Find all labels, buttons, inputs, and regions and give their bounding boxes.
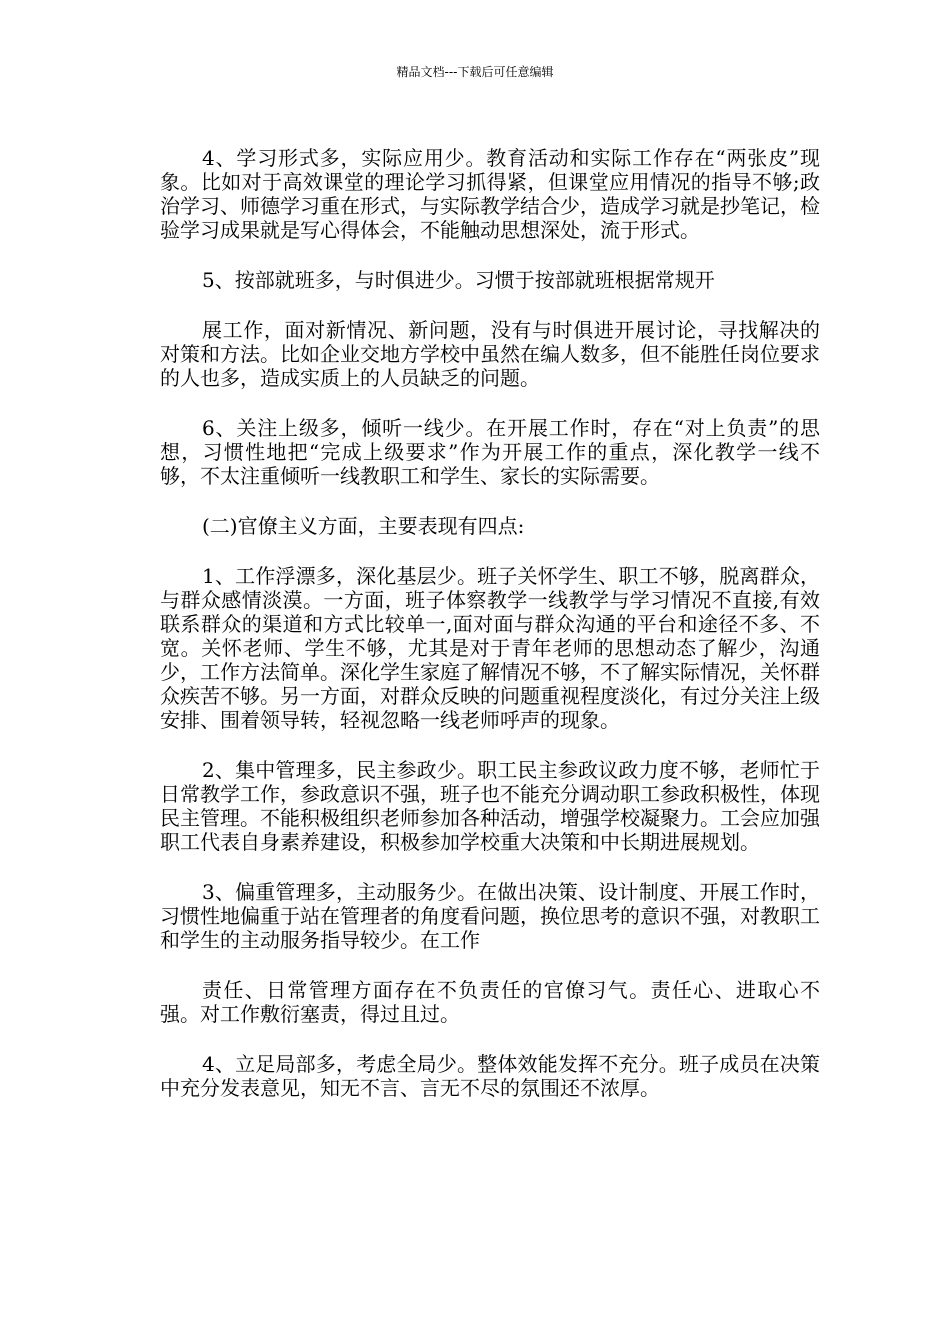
document-body xyxy=(160,146,820,1126)
paragraph-3-service: 3、偏重管理多，主动服务少。在做出决策、设计制度、开展工作时，习惯性地偏重于站在管理者的角度看问题，换位思考的意识不强，对教职工和学生的主动服务指导较少。在工作 xyxy=(160,880,820,952)
paragraph-4-learning-forms: 4、学习形式多，实际应用少。教育活动和实际工作存在“两张皮”现象。比如对于高效课堂的理论学习抓得紧，但课堂应用情况的指导不够;政治学习、师德学习重在形式，与实际教学结合少，造成学习就是抄笔记，检验学习成果就是写心得体会，不能触动思想深处，流于形式。 xyxy=(160,146,820,242)
paragraph-6-listening: 6、关注上级多，倾听一线少。在开展工作时，存在“对上负责”的思想，习惯性地把“完成上级要求”作为开展工作的重点，深化教学一线不够，不太注重倾听一线教职工和学生、家长的实际需要。 xyxy=(160,416,820,488)
paragraph-1-grassroots: 1、工作浮漂多，深化基层少。班子关怀学生、职工不够，脱离群众，与群众感情淡漠。一方面，班子体察教学一线教学与学习情况不直接,有效联系群众的渠道和方式比较单一,面对面与群众沟通的平台和途径不多、不宽。关怀老师、学生不够，尤其是对于青年老师的思想动态了解少，沟通少，工作方法简单。深化学生家庭了解情况不够，不了解实际情况，关怀群众疾苦不够。另一方面，对群众反映的问题重视程度淡化，有过分关注上级安排、围着领导转，轻视忽略一线老师呼声的现象。 xyxy=(160,564,820,732)
page-header: 精品文档---下载后可任意编辑 xyxy=(396,65,554,79)
paragraph-5-routine-heading: 5、按部就班多，与时俱进少。习惯于按部就班根据常规开 xyxy=(202,268,715,292)
section-heading-bureaucracy: (二)官僚主义方面，主要表现有四点: xyxy=(202,514,525,538)
paragraph-2-democracy: 2、集中管理多，民主参政少。职工民主参政议政力度不够，老师忙于日常教学工作，参政意识不强，班子也不能充分调动职工参政积极性，体现民主管理。不能积极组织老师参加各种活动，增强学校凝聚力。工会应加强职工代表自身素养建设，积极参加学校重大决策和中长期进展规划。 xyxy=(160,758,820,854)
paragraph-4-overall-view: 4、立足局部多，考虑全局少。整体效能发挥不充分。班子成员在决策中充分发表意见，知无不言、言无不尽的氛围还不浓厚。 xyxy=(160,1052,820,1100)
paragraph-3-service-continued: 责任、日常管理方面存在不负责任的官僚习气。责任心、进取心不强。对工作敷衍塞责，得过且过。 xyxy=(160,978,820,1026)
paragraph-5-routine-continued: 展工作，面对新情况、新问题，没有与时俱进开展讨论，寻找解决的对策和方法。比如企业交地方学校中虽然在编人数多，但不能胜任岗位要求的人也多，造成实质上的人员缺乏的问题。 xyxy=(160,318,820,390)
